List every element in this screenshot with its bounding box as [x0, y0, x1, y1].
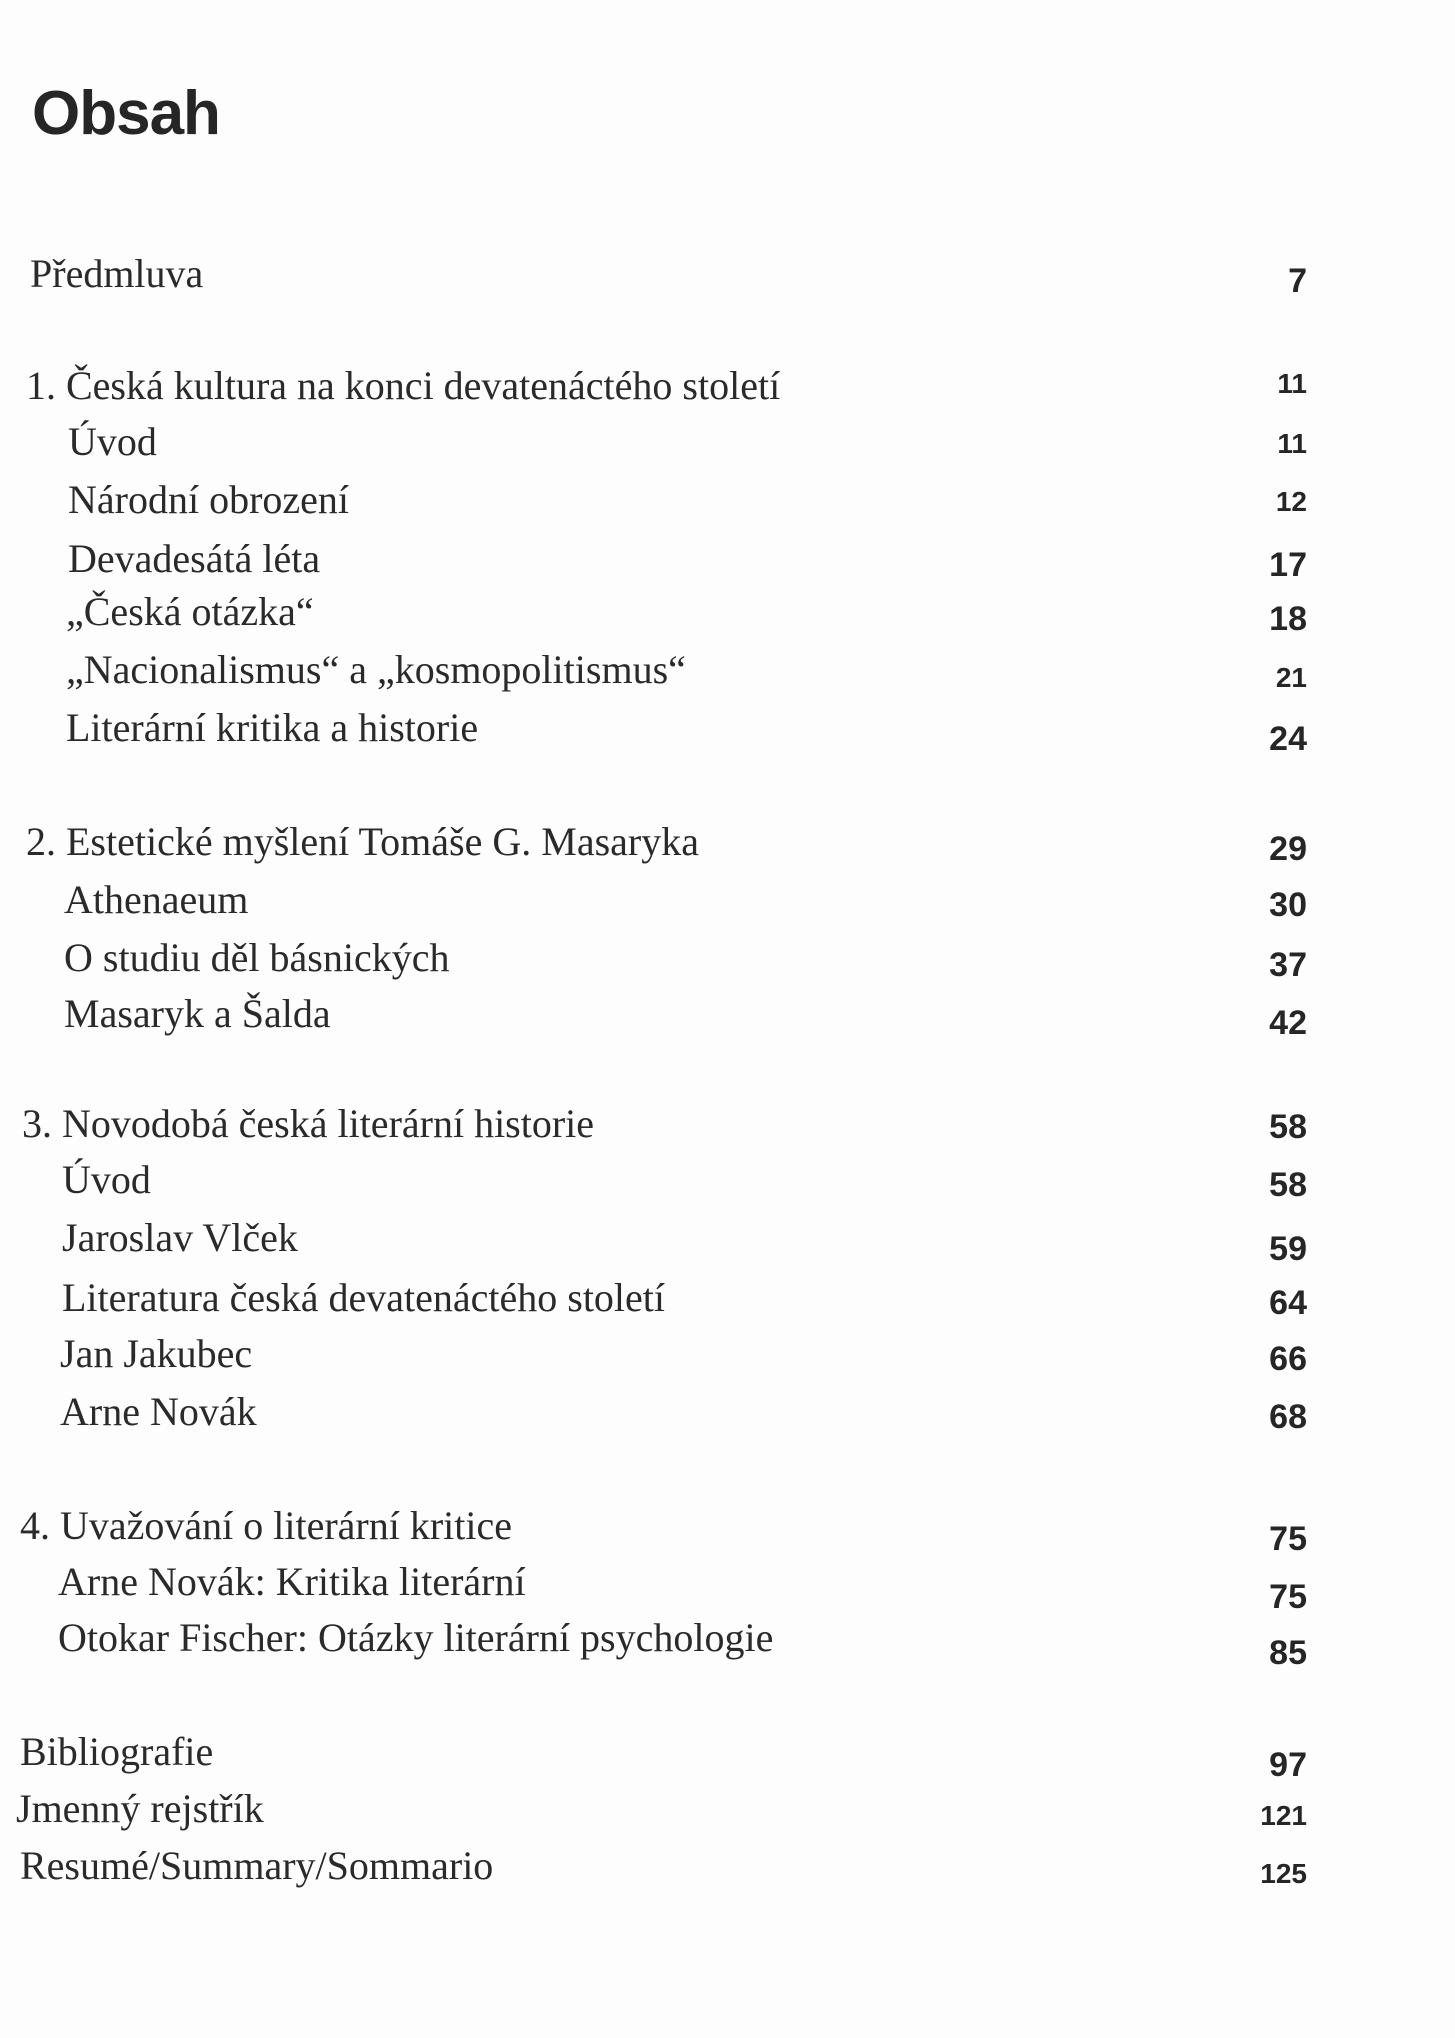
toc-entry-page-number: 121	[1260, 1800, 1307, 1831]
toc-entry-page-number: 21	[1275, 662, 1307, 693]
toc-entry-label: „Česká otázka“	[66, 589, 314, 634]
toc-entry-label: 1. Česká kultura na konci devatenáctého století	[26, 363, 781, 408]
toc-entry-page-number: 59	[1269, 1230, 1307, 1268]
toc-entry-label: 3. Novodobá česká literární historie	[22, 1101, 595, 1146]
toc-entry-label: Bibliografie	[20, 1729, 214, 1774]
toc-entry-label: Předmluva	[30, 251, 204, 296]
toc-entry-page-number: 85	[1269, 1634, 1307, 1672]
toc-entry-label: Literatura česká devatenáctého století	[62, 1275, 666, 1320]
toc-entry-label: „Nacionalismus“ a „kosmopolitismus“	[66, 647, 686, 692]
toc-entry-page-number: 12	[1275, 486, 1307, 517]
toc-entry-label: Athenaeum	[64, 877, 249, 922]
toc-entry-label: Úvod	[68, 419, 157, 464]
toc-entry-label: Úvod	[62, 1157, 151, 1202]
toc-entry-page-number: 30	[1269, 886, 1307, 924]
toc-entry-page-number: 37	[1269, 946, 1307, 984]
toc-entry-page-number: 17	[1269, 546, 1307, 584]
page-title: Obsah	[32, 79, 220, 148]
toc-entry-page-number: 7	[1288, 262, 1307, 300]
toc-entry-page-number: 11	[1277, 428, 1307, 459]
toc-entry-page-number: 58	[1269, 1166, 1307, 1204]
toc-entry-label: Národní obrození	[68, 477, 350, 522]
toc-entry-label: Otokar Fischer: Otázky literární psychologie	[58, 1615, 774, 1660]
toc-entry-label: Arne Novák	[60, 1389, 257, 1434]
toc-entry-page-number: 24	[1269, 720, 1307, 758]
toc-entry-label: Masaryk a Šalda	[64, 991, 331, 1036]
toc-entry-page-number: 18	[1269, 600, 1307, 638]
toc-entry-page-number: 58	[1269, 1108, 1307, 1146]
toc-entry-label: Jmenný rejstřík	[16, 1786, 264, 1831]
toc-entry-page-number: 68	[1269, 1398, 1307, 1436]
toc-entry-page-number: 11	[1277, 368, 1307, 399]
toc-entry-page-number: 64	[1269, 1284, 1307, 1322]
toc-entry-page-number: 97	[1269, 1746, 1307, 1784]
toc-entry-label: Arne Novák: Kritika literární	[58, 1559, 526, 1604]
toc-entry-label: 2. Estetické myšlení Tomáše G. Masaryka	[26, 819, 699, 864]
toc-entry-label: Devadesátá léta	[68, 536, 321, 581]
toc-entry-label: Jaroslav Vlček	[62, 1215, 298, 1260]
toc-entry-label: 4. Uvažování o literární kritice	[20, 1503, 513, 1548]
toc-entry-label: Jan Jakubec	[60, 1331, 253, 1376]
toc-entry-page-number: 42	[1269, 1004, 1307, 1042]
toc-entry-page-number: 66	[1269, 1340, 1307, 1378]
toc-entry-page-number: 75	[1269, 1578, 1307, 1616]
toc-entry-page-number: 29	[1269, 830, 1307, 868]
toc-entry-label: O studiu děl básnických	[64, 935, 450, 980]
toc-entry-label: Resumé/Summary/Sommario	[20, 1843, 494, 1888]
toc-entry-page-number: 75	[1269, 1520, 1307, 1558]
toc-entry-label: Literární kritika a historie	[66, 705, 479, 750]
toc-entry-page-number: 125	[1260, 1858, 1307, 1889]
